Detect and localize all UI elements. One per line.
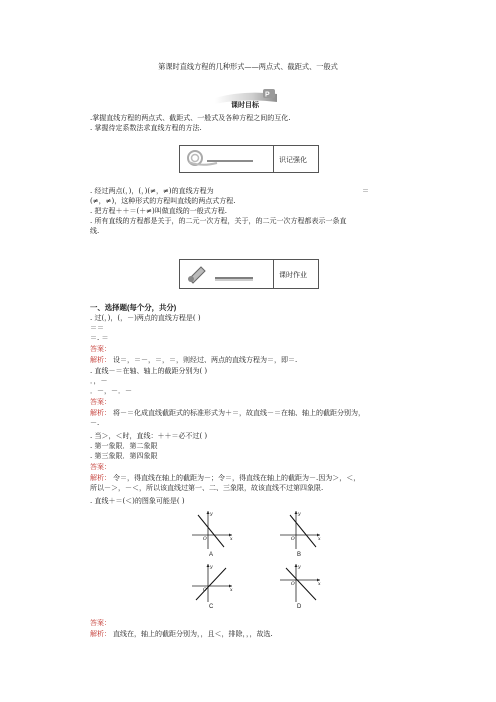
q1-analysis: 设＝，＝－，＝，＝，则经过、两点的直线方程为＝，即＝. (113, 356, 298, 364)
memory-item-3-cont: 线. (90, 227, 100, 235)
goal-item-2: . 掌握待定系数法求直线方程的方法. (90, 124, 202, 132)
svg-text:y: y (298, 512, 301, 517)
graph-a-caption: A (209, 552, 214, 558)
svg-text:x: x (230, 537, 233, 542)
q4-stem: . 直线＋＝(＜)的图象可能是( ) (90, 497, 185, 505)
svg-text:O: O (203, 588, 207, 593)
memory-label: 识记强化 (279, 157, 307, 164)
q3-option-line-1: . 第一象限．第二象限 (90, 442, 158, 450)
graph-c (188, 562, 236, 604)
svg-text:O: O (291, 537, 295, 542)
svg-text:y: y (210, 512, 213, 517)
q2-analysis-label: 解析： (90, 409, 111, 417)
q3-analysis: 令＝，得直线在轴上的截距为－；令＝，得直线在轴上的截距为－.因为＞，＜， (113, 474, 361, 482)
graph-d-caption: D (297, 604, 302, 610)
q2-stem: . 直线－＝在轴、轴上的截距分别为( ) (90, 367, 208, 375)
goal-label: 课时目标 (231, 102, 259, 109)
svg-text:O: O (291, 582, 295, 587)
homework-section-box (179, 259, 319, 289)
q1-stem: . 过(，)，(，－)两点的直线方程是( ) (90, 314, 201, 322)
q4-analysis: 直线在，轴上的截距分别为，，且＜，排除，，，故选. (113, 630, 273, 638)
part1-heading: 一、选择题(每个分，共分) (90, 303, 177, 312)
memory-item-1-cont: (≠，≠)，这种形式的方程叫直线的两点式方程. (90, 197, 236, 205)
q2-analysis-cont: －. (90, 419, 100, 427)
q1-option-line-2: ＝. ＝ (90, 334, 109, 342)
memory-banner (181, 147, 271, 171)
q4-answer-label: 答案： (90, 619, 111, 627)
page-title: 第课时直线方程的几种形式——两点式、截距式、一般式 (158, 62, 338, 71)
graph-a (188, 509, 236, 551)
pencil-decoration-icon (181, 261, 271, 287)
svg-text:x: x (318, 537, 321, 542)
svg-text:y: y (298, 565, 301, 570)
q2-analysis: 将－＝化成直线截距式的标准形式为＋＝，故直线－＝在轴、轴上的截距分别为， (113, 409, 365, 417)
memory-item-3: . 所有直线的方程都是关于，的二元一次方程，关于，的二元一次方程都表示一条直 (90, 217, 347, 225)
q4-analysis-label: 解析： (90, 630, 111, 638)
homework-banner (181, 261, 271, 287)
memory-item-1: . 经过两点(，)，(，)(≠，≠)的直线方程为 (90, 187, 214, 195)
q3-analysis-cont: 所以－＞，－＜，所以该直线过第一、二、三象限，故该直线不过第四象限. (90, 484, 324, 492)
graph-c-caption: C (209, 604, 214, 610)
q2-answer-label: 答案： (90, 398, 111, 406)
memory-section-box (179, 145, 319, 173)
spiral-decoration-icon (181, 147, 271, 171)
q2-option-line-1: ．，－ (90, 377, 108, 385)
svg-text:x: x (230, 588, 233, 593)
goal-item-1: .掌握直线方程的两点式、截距式、一般式及各种方程之间的互化. (90, 114, 291, 122)
memory-item-2: . 把方程＋＋＝(＋≠)叫做直线的一般式方程. (90, 207, 228, 215)
homework-label: 课时作业 (279, 272, 307, 279)
q1-option-line-1: ＝＝ (90, 324, 104, 332)
graph-b (276, 509, 324, 551)
q2-option-line-2: ．－，－．－ (90, 387, 132, 395)
memory-item-1-eq: ＝ (362, 187, 369, 195)
graph-d (276, 562, 324, 604)
q3-analysis-label: 解析： (90, 474, 111, 482)
svg-text:y: y (210, 565, 213, 570)
q3-answer-label: 答案： (90, 463, 111, 471)
graph-b-caption: B (297, 552, 302, 558)
q1-answer-label: 答案： (90, 345, 111, 353)
q1-analysis-label: 解析： (90, 356, 111, 364)
svg-text:O: O (203, 537, 207, 542)
svg-text:x: x (318, 582, 321, 587)
q3-stem: . 当＞，＜时，直线：＋＋＝必不过( ) (90, 432, 208, 440)
svg-text:P: P (265, 91, 270, 99)
q3-option-line-2: . 第三象限．第四象限 (90, 452, 158, 460)
